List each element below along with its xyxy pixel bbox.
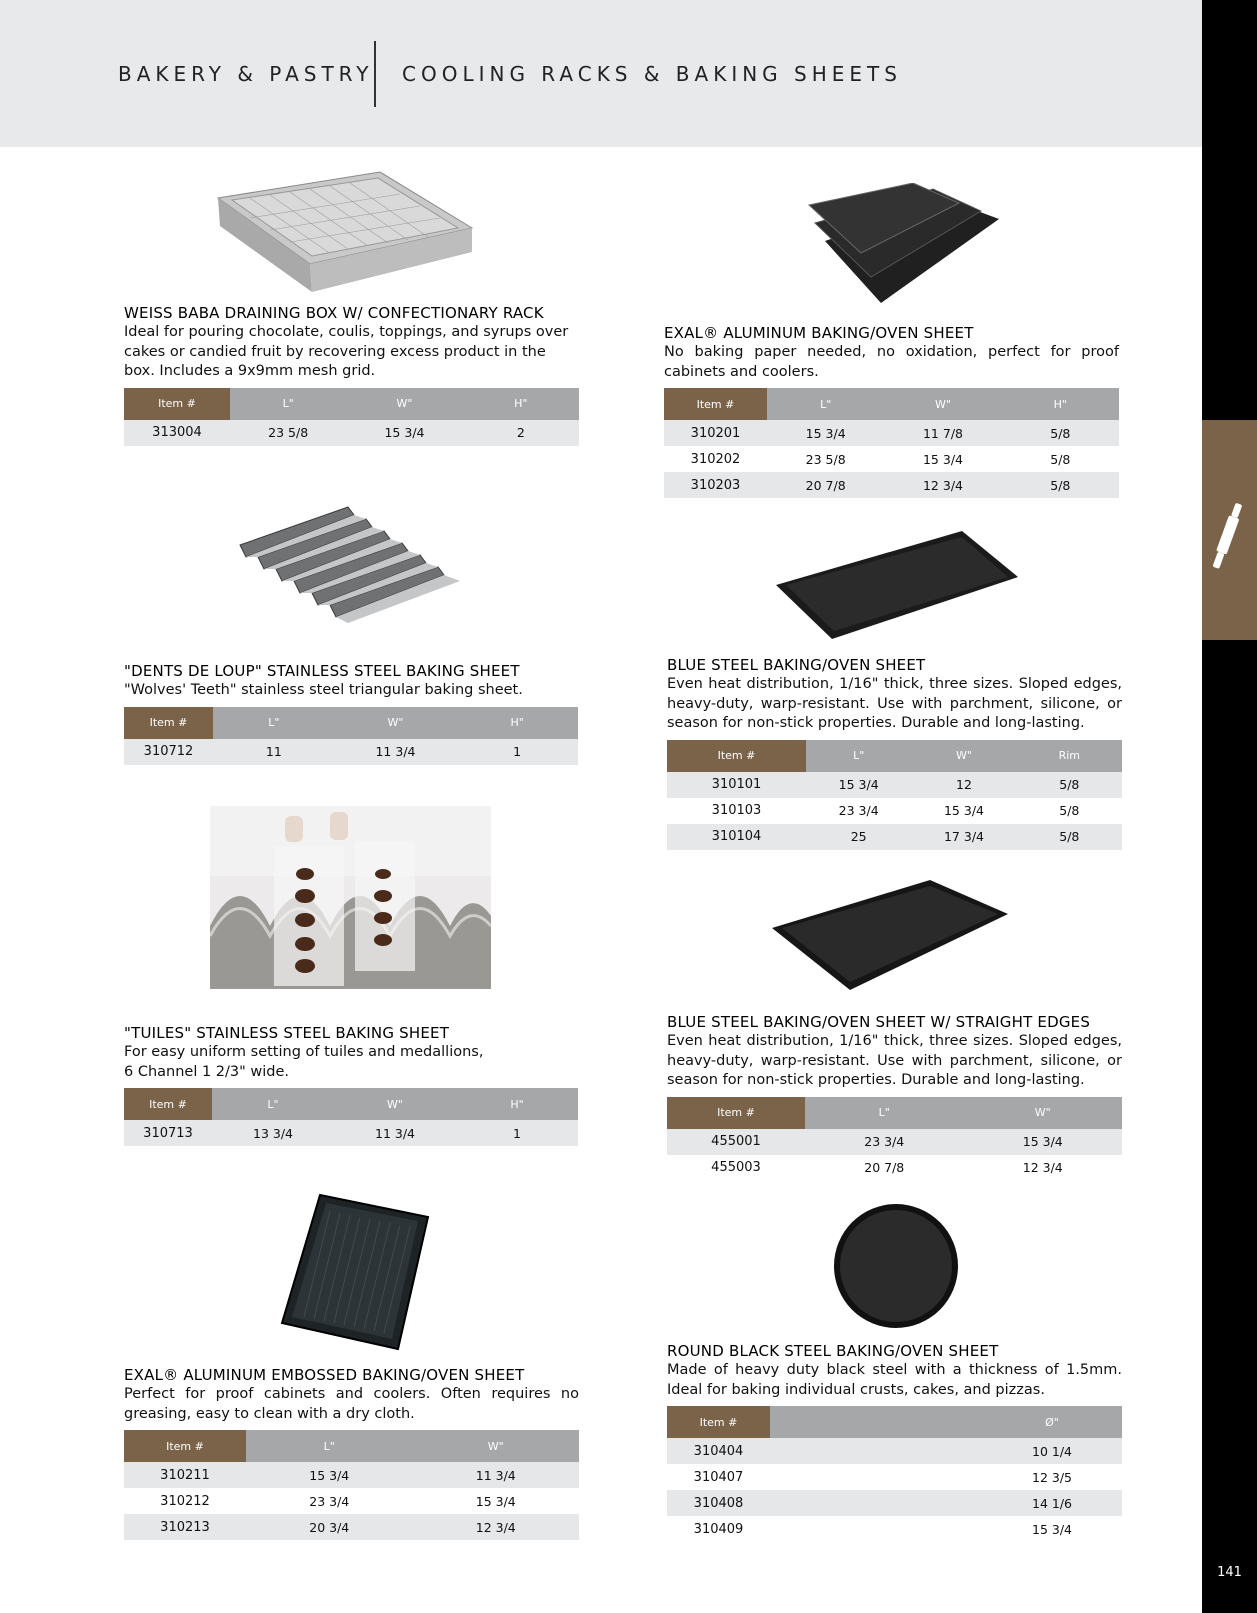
header-length: L"	[767, 388, 884, 420]
length-cell: 23 5/8	[805, 451, 846, 467]
draining-box-image	[210, 168, 475, 298]
product-blue-steel-straight	[667, 1012, 1122, 1181]
table-row	[667, 1490, 1122, 1516]
product-description: Even heat distribution, 1/16" thick, three sizes. Sloped edges, heavy-duty, warp-resistant. Use with parchment, silicone, or season for non-stick properties. Durable and long-lasting.	[667, 676, 1122, 731]
table-row	[664, 472, 1119, 498]
table-row	[664, 446, 1119, 472]
height-cell: 1	[456, 1120, 578, 1146]
item-number: 310103	[711, 803, 762, 818]
item-number: 310408	[667, 1490, 770, 1516]
header-width: W"	[346, 388, 462, 420]
header-height: H"	[456, 707, 578, 739]
section-title: BAKERY & PASTRY	[118, 62, 374, 86]
table-row	[124, 1462, 579, 1488]
spec-table	[124, 1088, 578, 1146]
width-cell: 12 3/4	[413, 1514, 580, 1540]
table-row	[124, 1514, 579, 1540]
product-description: Ideal for pouring chocolate, coulis, toppings, and syrups over cakes or candied fruit by recovering excess product in the box. Includes a 9x9mm mesh grid.	[124, 324, 569, 379]
rim-cell: 5/8	[1059, 803, 1080, 818]
header-height: H"	[456, 1088, 578, 1120]
item-number: 310213	[124, 1514, 246, 1540]
length-cell: 15 3/4	[767, 420, 884, 446]
header-diameter: Ø"	[982, 1406, 1122, 1438]
spacer-cell	[770, 1490, 982, 1516]
header-width: W"	[413, 1430, 580, 1462]
width-cell: 12	[911, 772, 1016, 798]
table-row	[667, 1438, 1122, 1464]
header-height: H"	[1002, 388, 1119, 420]
header-length: L"	[230, 388, 346, 420]
length-cell: 20 7/8	[864, 1160, 905, 1175]
length-cell: 11	[213, 739, 335, 765]
header-length: L"	[213, 707, 335, 739]
product-description: "Wolves' Teeth" stainless steel triangular baking sheet.	[124, 682, 523, 698]
header-rim: Rim	[1017, 740, 1122, 772]
product-weiss-baba	[124, 303, 579, 446]
product-title: "DENTS DE LOUP" STAINLESS STEEL BAKING SHEET	[124, 662, 520, 680]
item-number: 310409	[693, 1521, 744, 1537]
diameter-cell: 12 3/5	[1032, 1469, 1072, 1485]
side-bar	[1202, 0, 1257, 1613]
diameter-cell: 15 3/4	[1032, 1521, 1072, 1537]
page-number: 141	[1217, 1565, 1242, 1580]
length-cell: 23 5/8	[230, 420, 346, 446]
item-number: 310713	[124, 1120, 212, 1146]
spec-table	[124, 707, 578, 765]
header-item: Item #	[124, 707, 213, 739]
spec-table	[667, 1406, 1122, 1542]
item-number: 310404	[667, 1438, 770, 1464]
header-item: Item #	[667, 1097, 805, 1129]
item-number: 310201	[664, 420, 767, 446]
diameter-cell: 14 1/6	[982, 1490, 1122, 1516]
spacer-cell	[770, 1438, 982, 1464]
product-title: EXAL® ALUMINUM BAKING/OVEN SHEET	[664, 324, 974, 342]
product-tuiles	[124, 1023, 578, 1146]
header-divider	[374, 41, 376, 107]
product-exal-aluminum	[664, 323, 1119, 498]
round-sheet-image	[833, 1203, 959, 1329]
header-length: L"	[246, 1430, 413, 1462]
header-item: Item #	[667, 740, 806, 772]
subsection-title: COOLING RACKS & BAKING SHEETS	[402, 62, 902, 86]
side-tab	[1202, 420, 1257, 640]
width-cell: 11 7/8	[884, 420, 1001, 446]
product-title: BLUE STEEL BAKING/OVEN SHEET W/ STRAIGHT EDGES	[667, 1013, 1091, 1031]
height-cell: 5/8	[1050, 451, 1071, 467]
item-number: 455003	[711, 1160, 761, 1175]
table-row	[124, 1120, 578, 1146]
header-length: L"	[212, 1088, 334, 1120]
length-cell: 20 7/8	[767, 472, 884, 498]
product-title: WEISS BABA DRAINING BOX W/ CONFECTIONARY RACK	[124, 304, 544, 322]
item-number: 455001	[667, 1129, 805, 1155]
tuiles-image	[210, 806, 491, 989]
table-row	[667, 1464, 1122, 1490]
width-cell: 15 3/4	[475, 1493, 516, 1509]
table-row	[664, 420, 1119, 446]
header-item: Item #	[667, 1406, 770, 1438]
width-cell: 15 3/4	[346, 420, 462, 446]
height-cell: 2	[463, 420, 579, 446]
item-number: 310211	[124, 1462, 246, 1488]
table-row	[124, 739, 578, 765]
width-cell: 15 3/4	[943, 803, 984, 818]
header-width: W"	[335, 707, 457, 739]
table-row	[667, 1129, 1122, 1155]
product-description-line1: For easy uniform setting of tuiles and medallions,	[124, 1044, 484, 1060]
spec-table	[667, 740, 1122, 850]
exal-sheets-image	[795, 183, 1001, 306]
length-cell: 20 3/4	[246, 1514, 413, 1540]
header-length: L"	[806, 740, 911, 772]
width-cell: 11 3/4	[334, 1120, 456, 1146]
header-width: W"	[911, 740, 1016, 772]
height-cell: 5/8	[1002, 420, 1119, 446]
product-dents-de-loup	[124, 661, 578, 765]
height-cell: 5/8	[1002, 472, 1119, 498]
header-width: W"	[964, 1097, 1123, 1129]
width-cell: 12 3/4	[884, 472, 1001, 498]
product-round-black	[667, 1341, 1122, 1542]
product-exal-embossed	[124, 1365, 579, 1540]
product-description: Perfect for proof cabinets and coolers. Often requires no greasing, easy to clean with a dry cloth.	[124, 1386, 579, 1422]
product-blue-steel	[667, 655, 1122, 850]
spec-table	[664, 388, 1119, 498]
length-cell: 15 3/4	[806, 772, 911, 798]
table-row	[667, 772, 1122, 798]
length-cell: 23 3/4	[309, 1493, 350, 1509]
table-row	[124, 1488, 579, 1514]
length-cell: 23 3/4	[838, 803, 879, 818]
header-item: Item #	[124, 1430, 246, 1462]
product-description: Even heat distribution, 1/16" thick, three sizes. Sloped edges, heavy-duty, warp-resistant. Use with parchment, silicone, or season for non-stick properties. Durable and long-lasting.	[667, 1033, 1122, 1088]
length-cell: 15 3/4	[246, 1462, 413, 1488]
product-title: BLUE STEEL BAKING/OVEN SHEET	[667, 656, 926, 674]
table-row	[667, 1155, 1122, 1181]
spacer-cell	[770, 1464, 982, 1490]
product-description: Made of heavy duty black steel with a thickness of 1.5mm. Ideal for baking individual crusts, cakes, and pizzas.	[667, 1362, 1122, 1398]
product-title: "TUILES" STAINLESS STEEL BAKING SHEET	[124, 1024, 450, 1042]
item-number: 313004	[124, 420, 230, 446]
header-length: L"	[805, 1097, 964, 1129]
spec-table	[124, 388, 579, 446]
header-item: Item #	[664, 388, 767, 420]
table-row	[124, 420, 579, 446]
item-number: 310104	[667, 824, 806, 850]
rim-cell: 5/8	[1017, 772, 1122, 798]
spec-table	[124, 1430, 579, 1540]
product-description-line2: 6 Channel 1 2/3" wide.	[124, 1063, 290, 1080]
embossed-sheet-image	[280, 1193, 430, 1351]
item-number: 310212	[160, 1493, 210, 1509]
header-height: H"	[463, 388, 579, 420]
table-row	[667, 824, 1122, 850]
spacer-cell	[770, 1516, 982, 1542]
product-title: ROUND BLACK STEEL BAKING/OVEN SHEET	[667, 1342, 999, 1360]
item-number: 310203	[664, 472, 767, 498]
width-cell: 12 3/4	[1022, 1160, 1063, 1175]
width-cell: 11 3/4	[335, 739, 457, 765]
header-spacer	[770, 1406, 982, 1438]
product-description: No baking paper needed, no oxidation, perfect for proof cabinets and coolers.	[664, 344, 1119, 380]
length-cell: 13 3/4	[212, 1120, 334, 1146]
wolves-teeth-image	[238, 505, 463, 625]
item-number: 310202	[690, 451, 741, 467]
width-cell: 17 3/4	[911, 824, 1016, 850]
straight-edge-sheet-image	[770, 878, 1010, 993]
header-item: Item #	[124, 1088, 212, 1120]
length-cell: 25	[806, 824, 911, 850]
header-width: W"	[334, 1088, 456, 1120]
width-cell: 15 3/4	[964, 1129, 1123, 1155]
item-number: 310407	[693, 1469, 744, 1485]
header-item: Item #	[124, 388, 230, 420]
product-title: EXAL® ALUMINUM EMBOSSED BAKING/OVEN SHEET	[124, 1366, 525, 1384]
item-number: 310101	[667, 772, 806, 798]
width-cell: 15 3/4	[922, 451, 963, 467]
rolling-pin-icon	[1202, 420, 1257, 640]
rim-cell: 5/8	[1017, 824, 1122, 850]
height-cell: 1	[456, 739, 578, 765]
spec-table	[667, 1097, 1122, 1181]
length-cell: 23 3/4	[805, 1129, 964, 1155]
width-cell: 11 3/4	[413, 1462, 580, 1488]
table-row	[667, 1516, 1122, 1542]
table-row	[667, 798, 1122, 824]
blue-steel-sheet-image	[772, 529, 1020, 641]
item-number: 310712	[124, 739, 213, 765]
diameter-cell: 10 1/4	[982, 1438, 1122, 1464]
header-width: W"	[884, 388, 1001, 420]
